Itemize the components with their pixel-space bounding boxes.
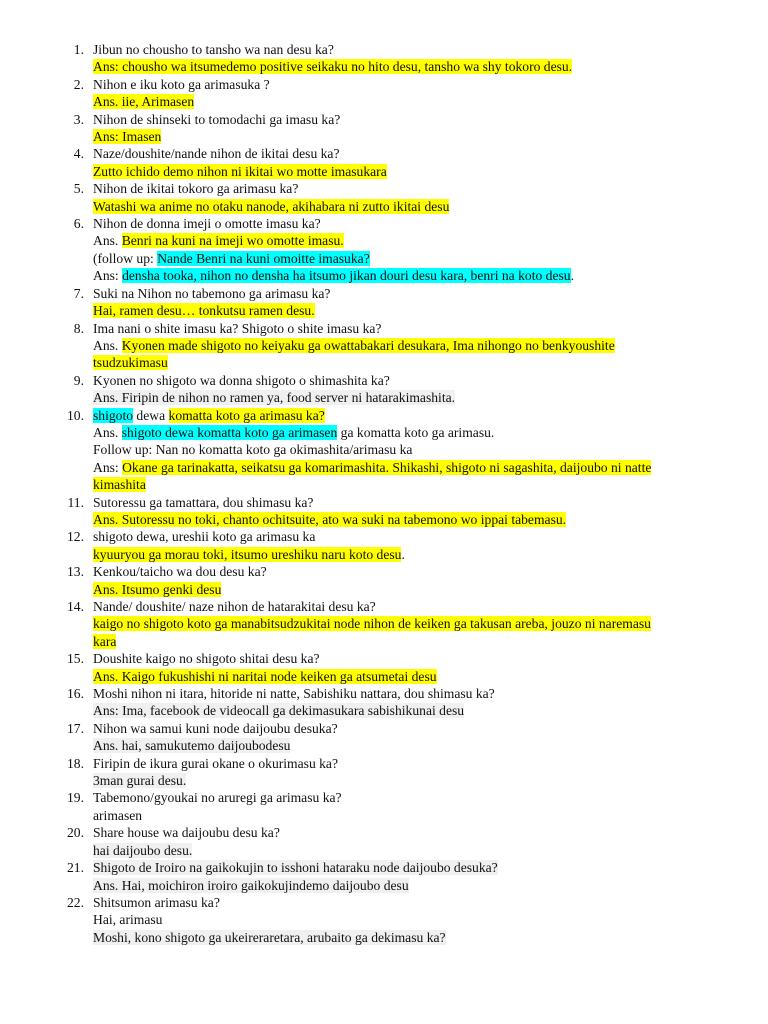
- highlighted-text: kyuuryou ga morau toki, itsumo ureshiku naru koto desu: [93, 546, 402, 562]
- list-item: [0, 111, 768, 146]
- list-item: [0, 755, 768, 790]
- text-segment: Kyonen no shigoto wa donna shigoto o shimashita ka?: [93, 372, 390, 388]
- text-segment: Shitsumon arimasu ka?: [93, 894, 220, 910]
- highlighted-text: hai daijoubo desu.: [93, 842, 193, 858]
- question-line: [93, 894, 714, 911]
- list-item: [0, 598, 768, 650]
- highlighted-text: Shigoto de Iroiro na gaikokujin to isshoni hataraku node daijoubo desuka?: [93, 860, 498, 876]
- text-segment: Follow up: Nan no komatta koto ga okimashita/arimasu ka: [93, 442, 413, 458]
- highlighted-text: tsudzukimasu: [93, 355, 168, 371]
- list-item: [0, 789, 768, 824]
- item-number: 5.: [73, 181, 84, 197]
- text-segment: Jibun no chousho to tansho wa nan desu ka?: [93, 42, 334, 57]
- text-segment: Moshi nihon ni itara, hitoride ni natte, Sabishiku nattara, dou shimasu ka?: [93, 686, 495, 702]
- text-segment: Hai, arimasu: [93, 912, 163, 928]
- text-segment: Nihon de donna imeji o omotte imasu ka?: [93, 216, 321, 232]
- answer-line: [93, 581, 714, 598]
- text-segment: Sutoressu ga tamattara, dou shimasu ka?: [93, 494, 314, 510]
- list-item: [0, 41, 768, 76]
- item-number: 10.: [67, 407, 84, 423]
- question-list: [0, 41, 768, 946]
- highlighted-text: Ans: chousho wa itsumedemo positive seikaku no hito desu, tansho wa shy tokoro desu.: [93, 59, 573, 75]
- list-item: [0, 528, 768, 563]
- item-number: 22.: [67, 894, 84, 910]
- answer-line: [93, 807, 714, 824]
- question-line: [93, 372, 714, 389]
- list-item: [0, 180, 768, 215]
- question-line: [93, 789, 714, 806]
- text-segment: shigoto dewa, ureshii koto ga arimasu ka: [93, 529, 316, 545]
- highlighted-text: Kyonen made shigoto no keiyaku ga owattabakari desukara, Ima nihongo no benkyoushite: [121, 337, 615, 353]
- list-item: [0, 824, 768, 859]
- question-line: [93, 685, 714, 702]
- text-segment: Kenkou/taicho wa dou desu ka?: [93, 564, 267, 580]
- answer-line: [93, 546, 714, 563]
- item-number: 9.: [73, 372, 84, 388]
- list-item: [0, 650, 768, 685]
- highlighted-text: Ans: Imasen: [93, 129, 162, 145]
- highlighted-text: Ans. Itsumo genki desu: [93, 581, 222, 597]
- item-number: 6.: [73, 216, 84, 232]
- item-number: 20.: [67, 825, 84, 841]
- highlighted-text: Ans. iie, Arimasen: [93, 94, 195, 110]
- answer-line: [93, 842, 714, 859]
- question-line: [93, 755, 714, 772]
- highlighted-text: Ans. hai, samukutemo daijoubodesu: [93, 738, 291, 754]
- answer-line: [93, 459, 714, 476]
- text-segment: Nihon e iku koto ga arimasuka ?: [93, 76, 270, 92]
- highlighted-text: 3man gurai desu.: [93, 773, 187, 789]
- question-line: [93, 111, 714, 128]
- highlighted-text: shigoto dewa komatta koto ga arimasen: [121, 424, 338, 440]
- item-number: 13.: [67, 564, 84, 580]
- answer-line: [93, 93, 714, 110]
- question-line: [93, 598, 714, 615]
- question-line: [93, 145, 714, 162]
- highlighted-text: kaigo no shigoto koto ga manabitsudzukitai node nihon de keiken ga takusan areba, jouzo ni naremasu: [93, 616, 651, 632]
- question-line: [93, 528, 714, 545]
- answer-line: [93, 929, 714, 946]
- item-number: 2.: [73, 76, 84, 92]
- question-line: [93, 407, 714, 424]
- text-segment: Ans.: [93, 424, 122, 440]
- answer-line: [93, 198, 714, 215]
- answer-line: [93, 441, 714, 458]
- answer-line: [93, 772, 714, 789]
- question-line: [93, 41, 714, 58]
- text-segment: .: [570, 268, 575, 284]
- list-item: [0, 894, 768, 946]
- item-number: 1.: [73, 42, 84, 57]
- question-line: [93, 285, 714, 302]
- item-number: 14.: [67, 599, 84, 614]
- list-item: [0, 285, 768, 320]
- item-number: 16.: [67, 686, 84, 702]
- list-item: [0, 859, 768, 894]
- list-item: [0, 320, 768, 372]
- question-line: [93, 824, 714, 841]
- answer-line: [93, 232, 714, 249]
- text-segment: Ans.: [93, 233, 122, 249]
- text-segment: Ans:: [93, 268, 123, 284]
- highlighted-text: Ans. Firipin de nihon no ramen ya, food server ni hatarakimashita.: [93, 390, 456, 406]
- answer-line: [93, 389, 714, 406]
- answer-line: [93, 511, 714, 528]
- item-number: 3.: [73, 111, 84, 127]
- list-item: [0, 145, 768, 180]
- question-line: [93, 494, 714, 511]
- text-segment: Nande/ doushite/ naze nihon de hatarakitai desu ka?: [93, 599, 376, 614]
- answer-line: [93, 702, 714, 719]
- answer-line: [93, 476, 714, 493]
- text-segment: Share house wa daijoubu desu ka?: [93, 825, 280, 841]
- item-number: 11.: [67, 494, 84, 510]
- question-line: [93, 720, 714, 737]
- text-segment: Naze/doushite/nande nihon de ikitai desu ka?: [93, 146, 340, 162]
- item-number: 12.: [67, 529, 84, 545]
- list-item: [0, 685, 768, 720]
- text-segment: Suki na Nihon no tabemono ga arimasu ka?: [93, 285, 331, 301]
- item-number: 15.: [67, 651, 84, 667]
- list-item: [0, 494, 768, 529]
- list-item: [0, 563, 768, 598]
- highlighted-text: Okane ga tarinakatta, seikatsu ga komarimashita. Shikashi, shigoto ni sagashita, daijoubo ni natte: [122, 459, 652, 475]
- answer-line: [93, 128, 714, 145]
- text-segment: Doushite kaigo no shigoto shitai desu ka?: [93, 651, 320, 667]
- list-item: [0, 372, 768, 407]
- text-segment: Nihon de shinseki to tomodachi ga imasu ka?: [93, 111, 341, 127]
- text-segment: Ima nani o shite imasu ka? Shigoto o shite imasu ka?: [93, 320, 382, 336]
- item-number: 8.: [73, 320, 84, 336]
- text-segment: ga komatta koto ga arimasu.: [337, 424, 495, 440]
- text-segment: Ans:: [93, 459, 123, 475]
- answer-line: [93, 615, 714, 632]
- answer-line: [93, 58, 714, 75]
- question-line: [93, 76, 714, 93]
- highlighted-text: shigoto: [93, 407, 134, 423]
- item-number: 7.: [73, 285, 84, 301]
- highlighted-text: Hai, ramen desu… tonkutsu ramen desu.: [93, 303, 315, 319]
- highlighted-text: Moshi, kono shigoto ga ukeireraretara, arubaito ga dekimasu ka?: [93, 929, 446, 945]
- answer-line: [93, 267, 714, 284]
- text-segment: .: [401, 546, 405, 562]
- text-segment: (follow up:: [93, 250, 158, 266]
- question-line: [93, 180, 714, 197]
- highlighted-text: Ans. Hai, moichiron iroiro gaikokujindemo daijoubo desu: [93, 877, 409, 893]
- question-line: [93, 563, 714, 580]
- answer-line: [93, 302, 714, 319]
- item-number: 18.: [67, 755, 84, 771]
- answer-line: [93, 337, 714, 354]
- item-number: 21.: [67, 860, 84, 876]
- text-segment: arimasen: [93, 807, 143, 823]
- highlighted-text: Ans. Sutoressu no toki, chanto ochitsuite, ato wa suki na tabemono wo ippai tabemasu.: [93, 511, 567, 527]
- item-number: 4.: [73, 146, 84, 162]
- highlighted-text: Ans: Ima, facebook de videocall ga dekimasukara sabishikunai desu: [93, 703, 465, 719]
- answer-line: [93, 668, 714, 685]
- text-segment: Nihon wa samui kuni node daijoubu desuka?: [93, 720, 338, 736]
- answer-line: [93, 633, 714, 650]
- highlighted-text: kimashita: [93, 477, 146, 493]
- highlighted-text: Nande Benri na kuni omoitte imasuka?: [157, 250, 370, 266]
- item-number: 19.: [67, 790, 84, 806]
- text-segment: Ans.: [93, 337, 122, 353]
- list-item: [0, 76, 768, 111]
- highlighted-text: kara: [93, 633, 117, 649]
- answer-line: [93, 877, 714, 894]
- question-line: [93, 215, 714, 232]
- answer-line: [93, 354, 714, 371]
- text-segment: Tabemono/gyoukai no aruregi ga arimasu ka?: [93, 790, 342, 806]
- highlighted-text: Watashi wa anime no otaku nanode, akihabara ni zutto ikitai desu: [93, 198, 450, 214]
- answer-line: [93, 911, 714, 928]
- item-number: 17.: [67, 720, 84, 736]
- answer-line: [93, 424, 714, 441]
- list-item: [0, 215, 768, 285]
- highlighted-text: Ans. Kaigo fukushishi ni naritai node keiken ga atsumetai desu: [93, 668, 437, 684]
- highlighted-text: komatta koto ga arimasu ka?: [168, 407, 325, 423]
- highlighted-text: Zutto ichido demo nihon ni ikitai wo motte imasukara: [93, 163, 387, 179]
- text-segment: dewa: [133, 407, 169, 423]
- answer-line: [93, 250, 714, 267]
- list-item: [0, 720, 768, 755]
- question-line: [93, 859, 714, 876]
- answer-line: [93, 737, 714, 754]
- highlighted-text: densha tooka, nihon no densha ha itsumo jikan douri desu kara, benri na koto desu: [122, 268, 571, 284]
- answer-line: [93, 163, 714, 180]
- question-line: [93, 320, 714, 337]
- text-segment: Firipin de ikura gurai okane o okurimasu ka?: [93, 755, 338, 771]
- text-segment: Nihon de ikitai tokoro ga arimasu ka?: [93, 181, 299, 197]
- question-line: [93, 650, 714, 667]
- list-item: [0, 407, 768, 494]
- highlighted-text: Benri na kuni na imeji wo omotte imasu.: [121, 233, 344, 249]
